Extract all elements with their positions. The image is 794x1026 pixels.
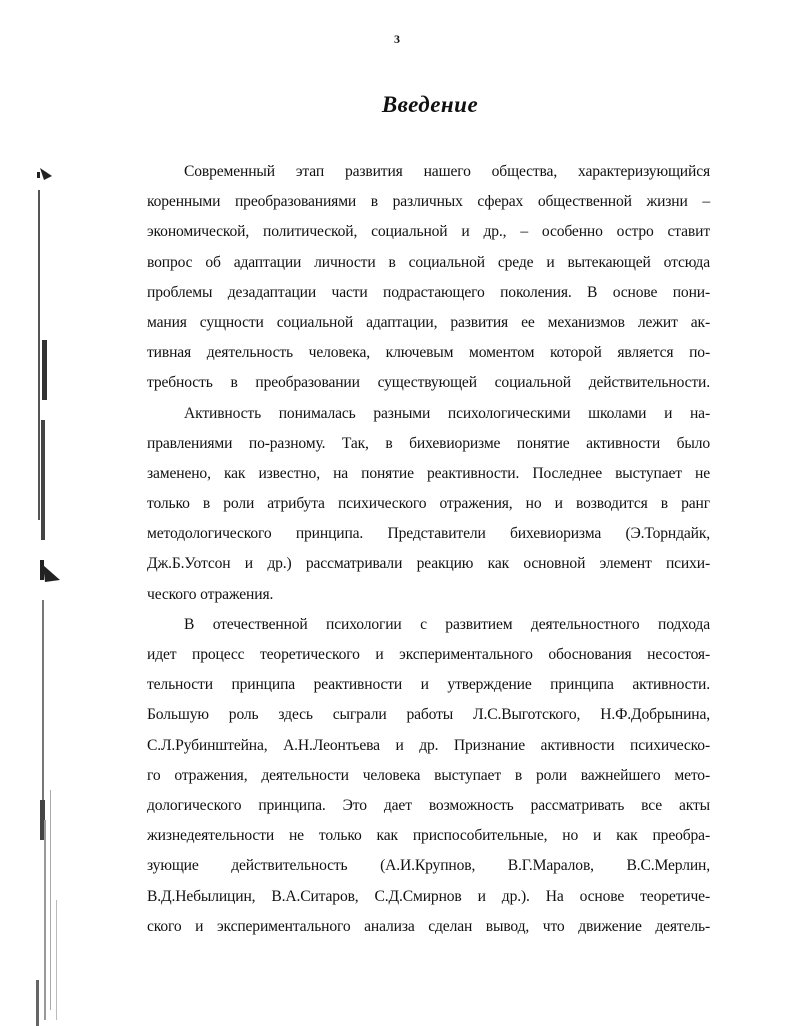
text-line: тельности принципа реактивности и утверждение принципа активности. [147, 676, 710, 694]
text-line: экономической, политической, социальной и др., – особенно остро ставит [147, 223, 710, 241]
section-heading: Введение [381, 92, 479, 117]
text-line: го отражения, деятельности человека выступает в роли важнейшего мето- [147, 766, 710, 784]
text-line: ского и экспериментального анализа сделан вывод, что движение деятель- [147, 917, 710, 935]
text-line: проблемы дезадаптации части подрастающего поколения. В основе пони- [147, 283, 710, 301]
text-line: дологического принципа. Это дает возможность рассматривать все акты [147, 796, 710, 814]
text-line: тивная деятельность человека, ключевым моментом которой является по- [147, 344, 710, 362]
text-line: Большую роль здесь сыграли работы Л.С.Выготского, Н.Ф.Добрынина, [147, 706, 710, 724]
text-line: методологического принципа. Представители бихевиоризма (Э.Торндайк, [147, 525, 710, 543]
text-line: ческого отражения. [147, 585, 274, 603]
text-line: идет процесс теоретического и экспериментального обоснования несостоя- [147, 646, 710, 663]
text-line: Дж.Б.Уотсон и др.) рассматривали реакцию как основной элемент психи- [147, 555, 710, 573]
text-line: Активность понималась разными психологическими школами и на- [184, 404, 710, 422]
text-line: заменено, как известно, на понятие реактивности. Последнее выступает не [147, 464, 710, 482]
paragraph [147, 399, 710, 610]
text-line: Современный этап развития нашего общества, характеризующийся [184, 163, 710, 180]
scan-edge-artifact [0, 0, 80, 1026]
paragraph [147, 610, 710, 942]
text-line: С.Л.Рубинштейна, А.Н.Леонтьева и др. Признание активности психическо- [147, 736, 710, 754]
paragraph [147, 157, 710, 399]
text-line: коренными преобразованиями в различных сферах общественной жизни – [147, 193, 710, 211]
body-text [147, 157, 710, 942]
text-line: правлениями по-разному. Так, в бихевиоризме понятие активности было [147, 434, 710, 452]
text-line: только в роли атрибута психического отражения, но и возводится в ранг [147, 495, 710, 513]
text-line: требность в преобразовании существующей социальной действительности. [147, 374, 710, 392]
text-line: зующие действительность (А.И.Крупнов, В.Г.Маралов, В.С.Мерлин, [147, 857, 710, 875]
text-line: В.Д.Небылицин, В.А.Ситаров, С.Д.Смирнов и др.). На основе теоретиче- [147, 887, 710, 905]
text-line: мания сущности социальной адаптации, развития ее механизмов лежит ак- [147, 313, 710, 331]
page-number: 3 [394, 32, 400, 46]
text-line: жизнедеятельности не только как приспособительные, но и как преобра- [147, 827, 710, 845]
text-line: В отечественной психологии с развитием деятельностного подхода [184, 615, 710, 633]
text-line: вопрос об адаптации личности в социальной среде и вытекающей отсюда [147, 253, 710, 271]
